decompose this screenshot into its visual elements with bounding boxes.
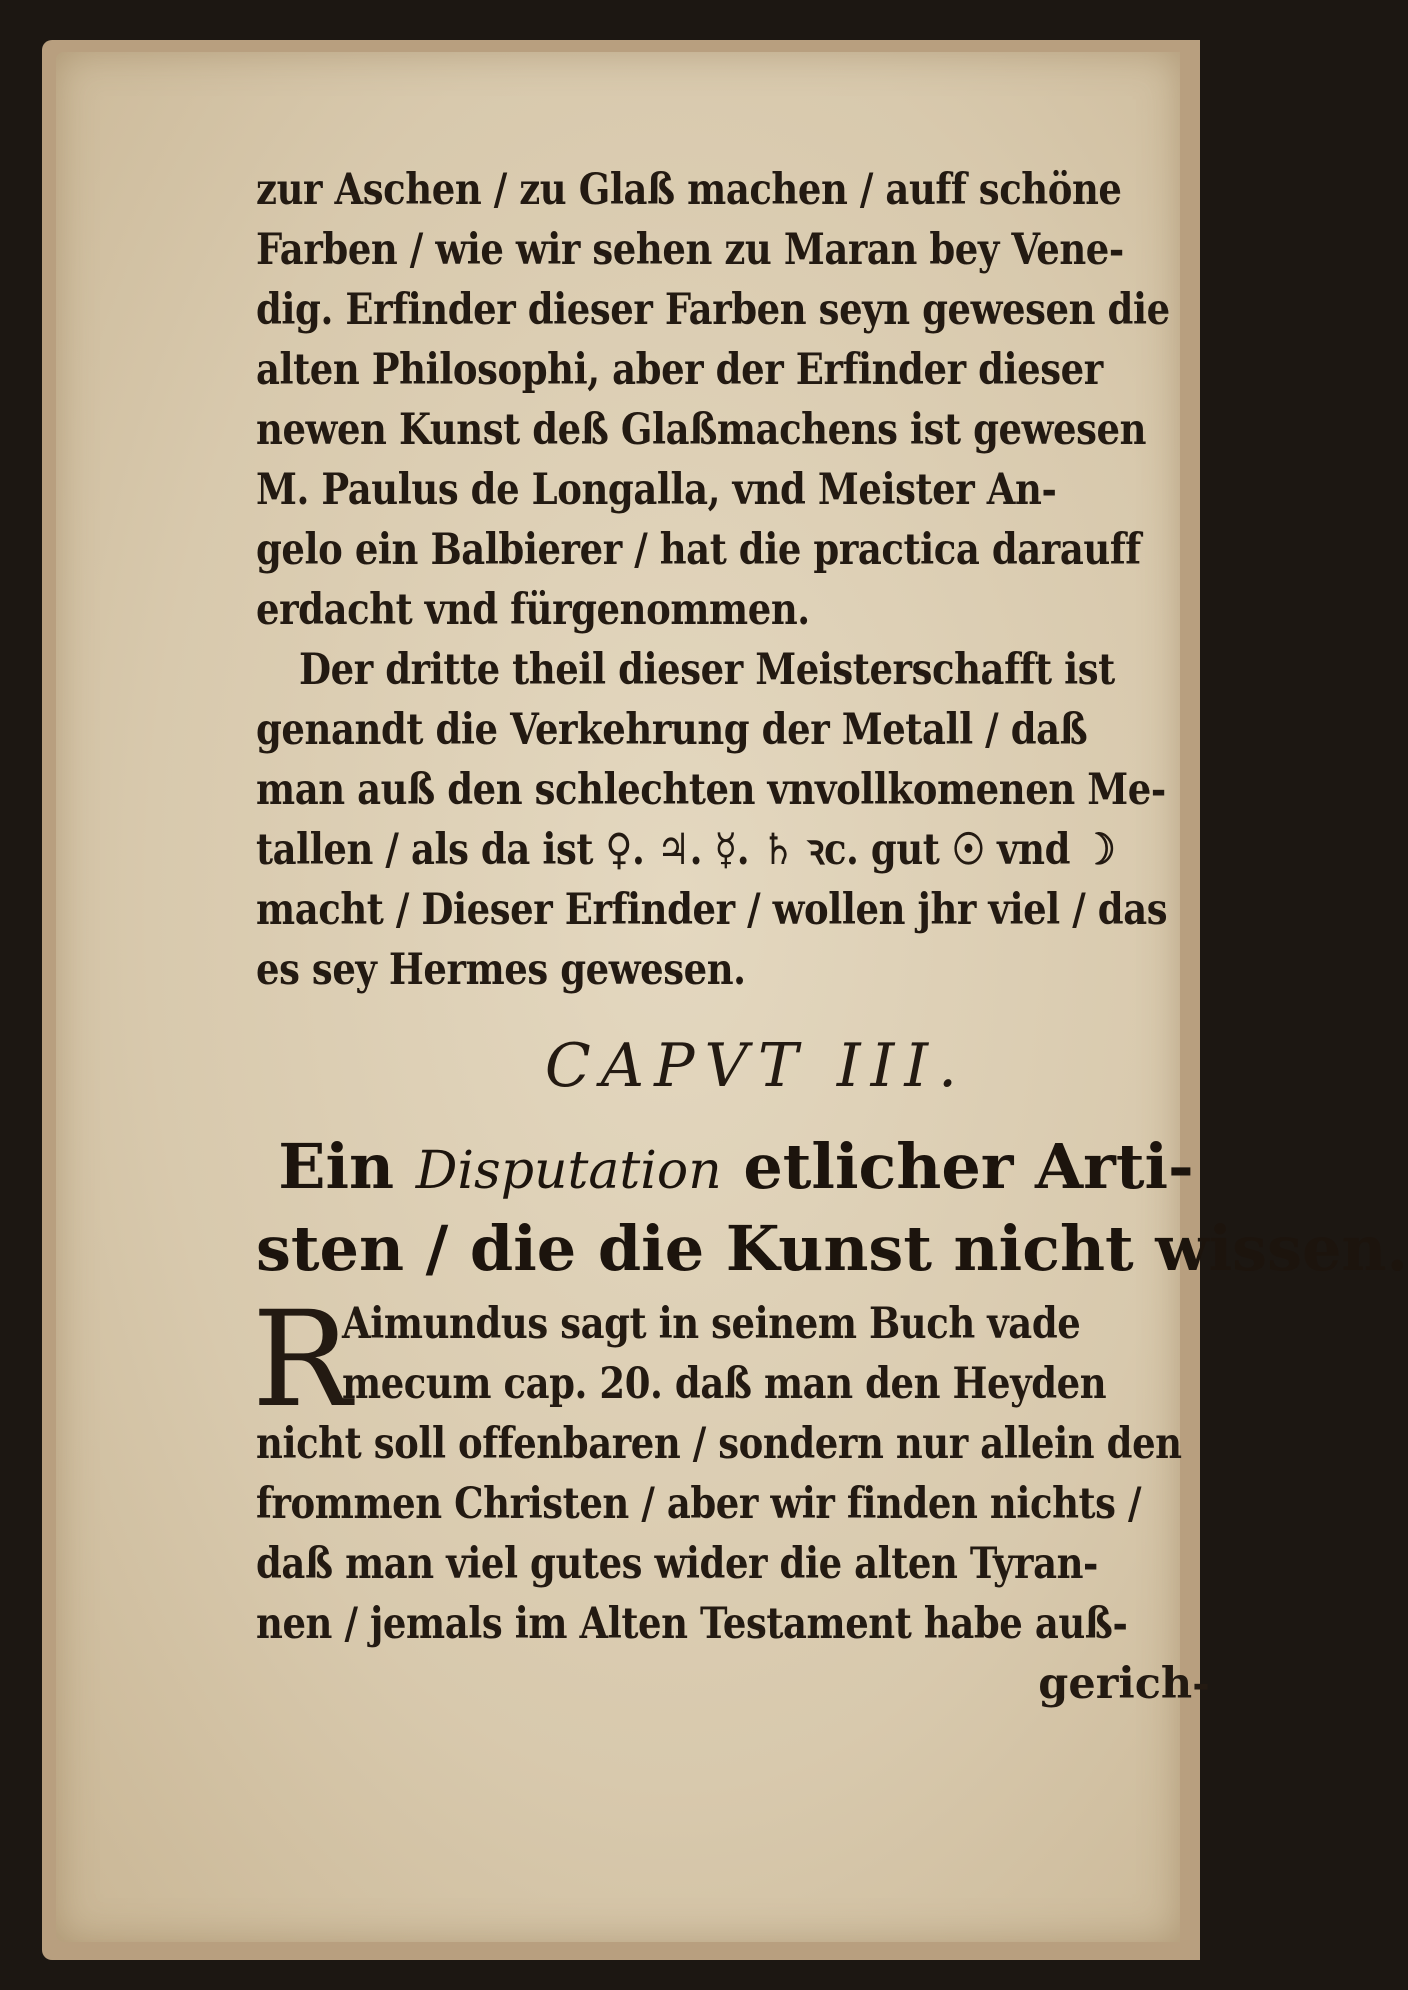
text-line: newen Kunst deß Glaßmachens ist gewesen [256, 405, 1147, 455]
heading-word: etlicher Arti- [743, 1130, 1194, 1203]
chapter-heading-line-2: sten / die die Kunst nicht wissen. [256, 1212, 1408, 1285]
text-line: macht / Dieser Erfinder / wollen jhr viel / das [256, 885, 1168, 935]
text-line: genandt die Verkehrung der Metall / daß [256, 705, 1088, 755]
heading-word: Ein [278, 1130, 395, 1203]
text-line: Farben / wie wir sehen zu Maran bey Vene- [256, 225, 1124, 275]
heading-italic-word: Disputation [415, 1141, 722, 1201]
text-line: alten Philosophi, aber der Erfinder dieser [256, 345, 1103, 395]
text-line: Aimundus sagt in seinem Buch vade [342, 1299, 1081, 1349]
chapter-body [252, 1283, 1216, 1714]
text-line: M. Paulus de Longalla, vnd Meister An- [256, 465, 1057, 515]
text-line: dig. Erfinder dieser Farben seyn gewesen die [256, 285, 1170, 335]
text-line: man auß den schlechten vnvollkomenen Me- [256, 765, 1166, 815]
dropcap-paragraph [252, 1283, 1216, 1437]
text-line: es sey Hermes gewesen. [256, 945, 746, 995]
text-line: gelo ein Balbierer / hat die practica darauff [256, 525, 1141, 575]
text-line: tallen / als da ist ♀. ♃. ☿. ♄ ꝛc. gut ☉ vnd ☽ [256, 825, 1116, 875]
chapter-heading-line-1 [256, 1128, 1216, 1210]
chapter-label: CAPVT III. [544, 1031, 968, 1101]
text-line: zur Aschen / zu Glaß machen / auff schöne [256, 165, 1122, 215]
text-line: mecum cap. 20. daß man den Heyden [342, 1359, 1107, 1409]
text-line: frommen Christen / aber wir finden nichts / [256, 1479, 1142, 1529]
text-line: erdacht vnd fürgenommen. [256, 585, 810, 635]
text-line: nen / jemals im Alten Testament habe auß- [256, 1599, 1128, 1649]
catchword: gerich- [1038, 1659, 1210, 1709]
book-page [56, 52, 1408, 1942]
text-line: daß man viel gutes wider die alten Tyran- [256, 1539, 1098, 1589]
text-block [252, 160, 1408, 1714]
text-line: nicht soll offenbaren / sondern nur allein den [256, 1419, 1182, 1469]
drop-capital: R [252, 1283, 352, 1437]
text-line: Der dritte theil dieser Meisterschafft ist [299, 645, 1115, 695]
